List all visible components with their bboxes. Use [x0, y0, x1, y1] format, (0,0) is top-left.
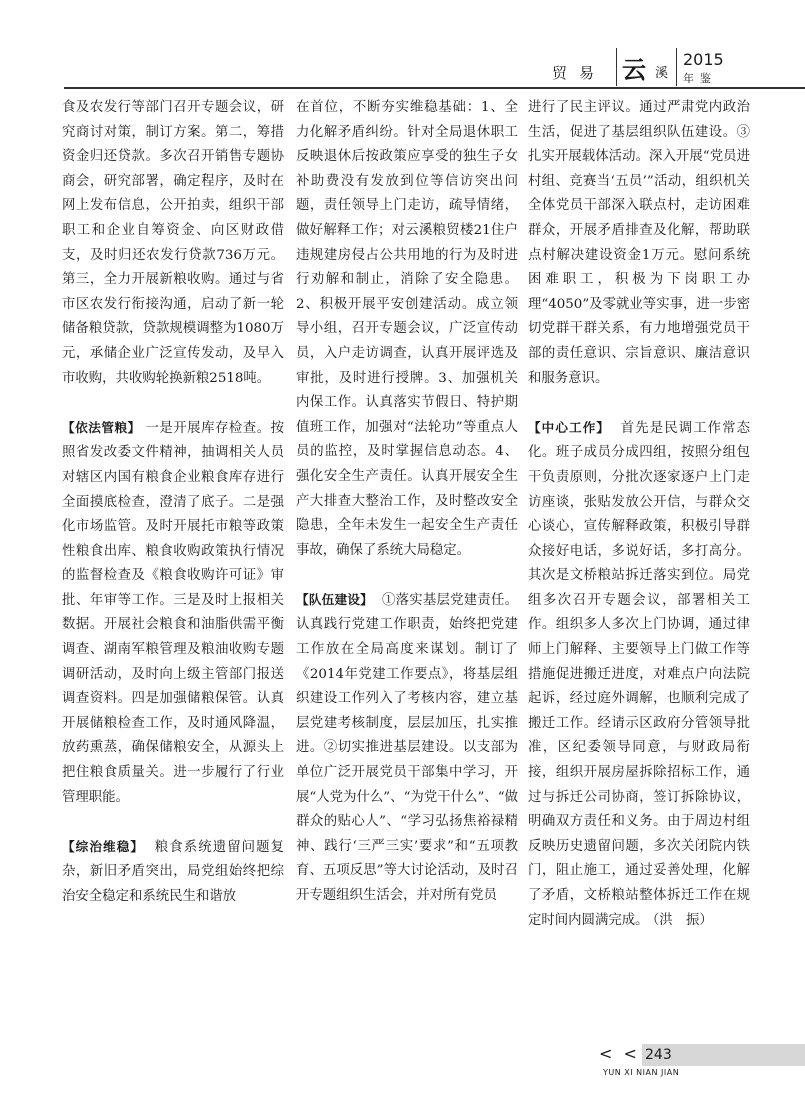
page-header: [0, 0, 805, 95]
text-column-2: [296, 96, 518, 909]
section-label: 【队伍建设】: [296, 591, 373, 607]
author-credit: （洪 振）: [652, 912, 713, 928]
text-column-1: [62, 96, 284, 910]
paragraph: [62, 835, 284, 910]
page-number: 243: [645, 1047, 672, 1063]
page-nav-arrows: < <: [599, 1044, 640, 1063]
paragraph-text: ①落实基层党建责任。认真践行党建工作职责，始终把党建工作放在全局高度来谋划。制订了《2014年党建工作要点》，将基层组织建设工作列入了考核内容，建立基层党建考核制度，层层加压，扎实推进。②切实推进基层建设。以支部为单位广泛开展党员干部集中学习，开展“人党为什么”、“为党干什么”、“做群众的贴心人”、“学习弘扬焦裕禄精神、践行‘三严三实’要求”和“五项教育、五项反思”等大讨论活动，及时召开专题组织生活会，并对所有党员: [296, 592, 519, 903]
paragraph: [296, 588, 518, 909]
paragraph-text: 粮食系统遗留问题复杂，新旧矛盾突出，局党组始终把综治安全稳定和系统民生和谐放: [62, 839, 285, 904]
paragraph: 进行了民主评议。通过严肃党内政治生活，促进了基层组织队伍建设。③扎实开展载体活动。深入开展“党员进村组、竞赛当‘五员’”活动，组织机关全体党员干部深入联点村，走访困难群众，开展矛盾排查及化解，帮助联点村解决建设资金1万元。慰问系统困难职工，积极为下岗职工办理“4050”及零就业等实事，进一步密切党群干群关系，有力地增强党员干部的责任意识、宗旨意识、廉洁意识和服务意识。: [528, 100, 750, 386]
paragraph: 在首位，不断夯实维稳基础：1、全力化解矛盾纠纷。针对全局退休职工反映退休后按政策应享受的独生子女补助费没有发放到位等信访突出问题，责任领导上门走访，疏导情绪，做好解释工作；对云溪粮贸楼21住户违规建房侵占公共用地的行为及时进行劝解和制止，消除了安全隐患。2、积极开展平安创建活动。成立领导小组，召开专题会议，广泛宣传动员，入户走访调查，认真开展评选及审批，及时进行授牌。3、加强机关内保工作。认真落实节假日、特护期值班工作，加强对“法轮功”等重点人员的监控，及时掌握信息动态。4、强化安全生产责任。认真开展安全生产大排查大整治工作，及时整改安全隐患，全年未发生一起安全生产责任事故，确保了系统大局稳定。: [296, 100, 518, 558]
paragraph: 食及农发行等部门召开专题会议，研究商讨对策，制订方案。第二，筹措资金归还贷款。多次召开销售专题协商会，研究部署，确定程序，及时在网上发布信息，公开拍卖，组织干部职工和企业自筹资金、向区财政借支，及时归还农发行贷款736万元。第三，全力开展新粮收购。通过与省市区农发行衔接沟通，启动了新一轮储备粮贷款，贷款规模调整为1080万元，承储企业广泛宣传发动，及早入市收购，共收购轮换新粮2518吨。: [62, 100, 284, 386]
paragraph-text: 首先是民调工作常态化。班子成员分成四组，按照分组包干负责原则，分批次逐家逐户上门走访座谈，张贴发放公开信，与群众交心谈心，宣传解释政策，积极引导群众接好电话，多说好话，多打高分。其次是文桥粮站拆迁落实到位。局党组多次召开专题会议，部署相关工作。组织多人多次上门协调，通过律师上门解释、主要领导上门做工作等措施促进搬迁进度，对难点户向法院起诉，经过庭外调解，也顺利完成了搬迁工作。经请示区政府分管领导批准，区纪委领导同意，与财政局衔接，组织开展房屋拆除招标工作，通过与拆迁公司协商，签订拆除协议，明确双方责任和义务。由于周边村组反映历史遗留问题，多次关闭院内铁门，阻止施工，通过妥善处理，化解了矛盾，文桥粮站整体拆迁工作在规定时间内圆满完成。: [528, 420, 751, 928]
paragraph: [62, 416, 284, 811]
yearbook-year: 2015: [683, 50, 724, 69]
section-label: 【中心工作】: [528, 419, 611, 435]
yunxi-logo-sub: 溪: [655, 66, 669, 81]
section-title: 贸易: [552, 64, 607, 82]
section-label: 【综治维稳】: [62, 838, 145, 854]
yearbook-label: 年鉴: [683, 72, 717, 85]
header-divider: [616, 48, 617, 86]
yunxi-logo: 云: [622, 55, 646, 84]
header-divider: [676, 48, 677, 86]
section-label: 【依法管粮】: [62, 419, 141, 435]
paragraph: [528, 416, 750, 933]
text-column-3: [528, 96, 750, 933]
header-rule: [64, 87, 805, 89]
running-footer: YUN XI NIAN JIAN: [603, 1068, 680, 1077]
paragraph-text: 一是开展库存检查。按照省发改委文件精神，抽调相关人员对辖区内国有粮食企业粮食库存进行全面摸底检查，澄清了底子。二是强化市场监管。及时开展托市粮等政策性粮食出库、粮食收购政策执行情况的监督检查及《粮食收购许可证》审批、年审等工作。三是及时上报相关数据。开展社会粮食和油脂供需平衡调查、湖南军粮管理及粮油收购专题调研活动，及时向上级主管部门报送调查资料。四是加强储粮保管。认真开展储粮检查工作，及时通风降温，放药熏蒸，确保储粮安全，从源头上把住粮食质量关。进一步履行了行业管理职能。: [62, 420, 285, 805]
